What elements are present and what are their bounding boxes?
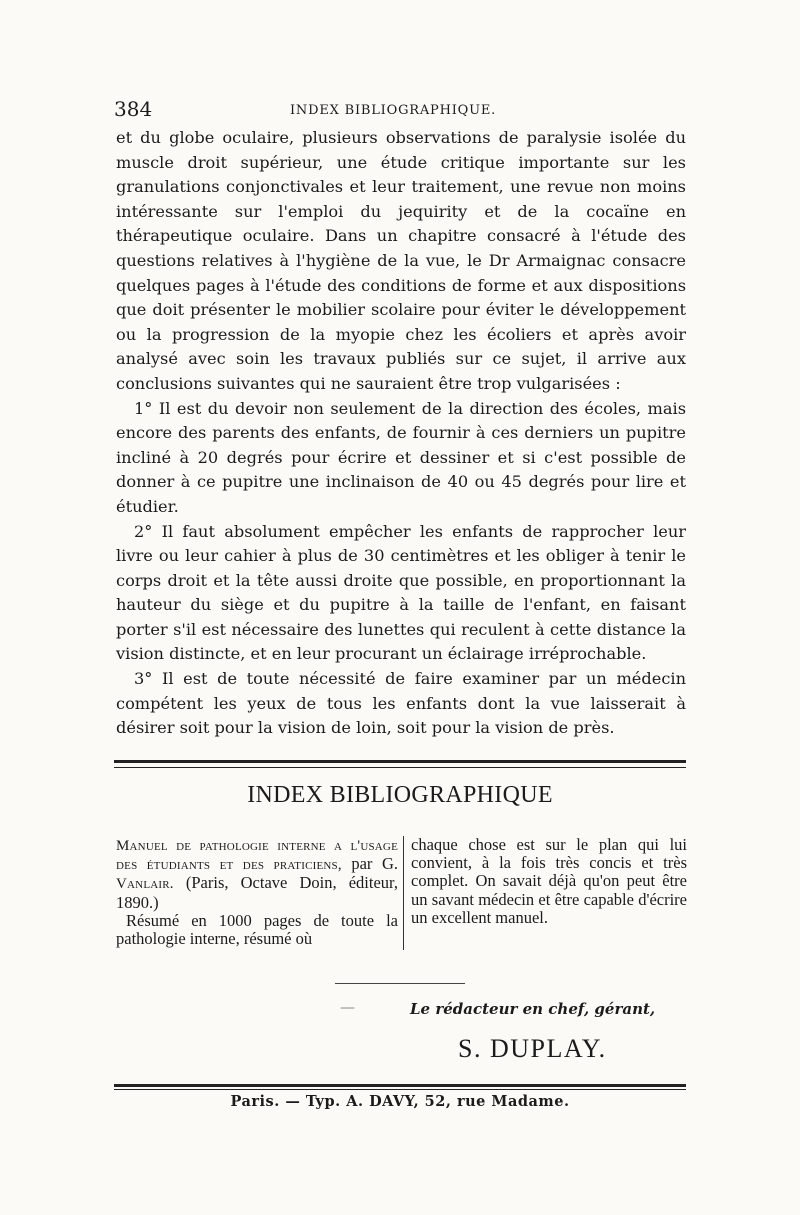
editor-role: Le rédacteur en chef, gérant, bbox=[410, 1000, 656, 1018]
page-number: 384 bbox=[114, 97, 153, 121]
footer-rule bbox=[114, 1084, 686, 1090]
index-title: INDEX BIBLIOGRAPHIQUE bbox=[247, 782, 553, 808]
article-text bbox=[116, 126, 686, 741]
printer-imprint: Paris. — Typ. A. DAVY, 52, rue Madame. bbox=[230, 1093, 570, 1110]
entry-title: Manuel de pathologie interne a l'usage des étudiants et des praticiens, bbox=[116, 838, 398, 874]
recommendation-1: 1° Il est du devoir non seulement de la direction des écoles, mais encore des parents des enfants, de fournir à ces derniers un pupitre incliné à 20 degrés pour écrire et dessiner et si c'est possible de donner à ce pupitre une inclinaison de 40 ou 45 degrés pour lire et étudier. bbox=[116, 398, 686, 516]
column-divider bbox=[403, 836, 404, 950]
intro-paragraph: et du globe oculaire, plusieurs observations de paralysie isolée du muscle droit supérieur, une étude critique importante sur les granulations conjonctivales et leur traitement, une revue non moins intéressante sur l'emploi du jequirity et de la cocaïne en thérapeutique oculaire. Dans un chapitre consacré à l'étude des questions relatives à l'hygiène de la vue, le Dr Armaignac consacre quelques pages à l'étude des conditions de forme et aux dispositions que doit présenter le mobilier scolaire pour éviter le développement ou la progression de la myopie chez les écoliers et après avoir analysé avec soin les travaux publiés sur ce sujet, il arrive aux conclusions suivantes qui ne sauraient être trop vulgarisées : bbox=[116, 128, 686, 393]
signature-dash: — bbox=[340, 998, 355, 1016]
entry-author: Vanlair. bbox=[116, 876, 174, 893]
recommendation-3: 3° Il est de toute nécessité de faire examiner par un médecin compétent les yeux de tous les enfants dont la vue laisserait à désirer soit pour la vision de loin, soit pour la vision de près. bbox=[116, 669, 686, 738]
entry-summary: Résumé en 1000 pages de toute la pathologie interne, résumé où bbox=[116, 910, 398, 949]
recommendation-2: 2° Il faut absolument empêcher les enfants de rapprocher leur livre ou leur cahier à plus de 30 centimètres et les obliger à tenir le corps droit et la tête aussi droite que possible, en proportionnant la hauteur du siège et du pupitre à la taille de l'enfant, en faisant porter s'il est nécessaire des lunettes qui reculent à cette distance la vision distincte, et en leur procurant un éclairage irréprochable. bbox=[116, 521, 686, 664]
running-title: INDEX BIBLIOGRAPHIQUE. bbox=[290, 103, 497, 118]
editor-name: S. DUPLAY. bbox=[458, 1034, 607, 1063]
entry-author-prefix: par G. bbox=[351, 854, 398, 874]
index-entry bbox=[116, 836, 398, 912]
index-left-column bbox=[116, 836, 398, 948]
index-right-column bbox=[411, 836, 687, 927]
entry-continued: chaque chose est sur le plan qui lui convient, à la fois très concis et très complet. On savait déjà qu'on peut être un savant médecin et être capable d'écrire un excellent manuel. bbox=[411, 835, 687, 927]
short-rule bbox=[335, 983, 465, 984]
page-header bbox=[110, 97, 690, 127]
section-divider bbox=[114, 760, 686, 768]
entry-publisher: (Paris, Octave Doin, éditeur, 1890.) bbox=[116, 873, 399, 912]
